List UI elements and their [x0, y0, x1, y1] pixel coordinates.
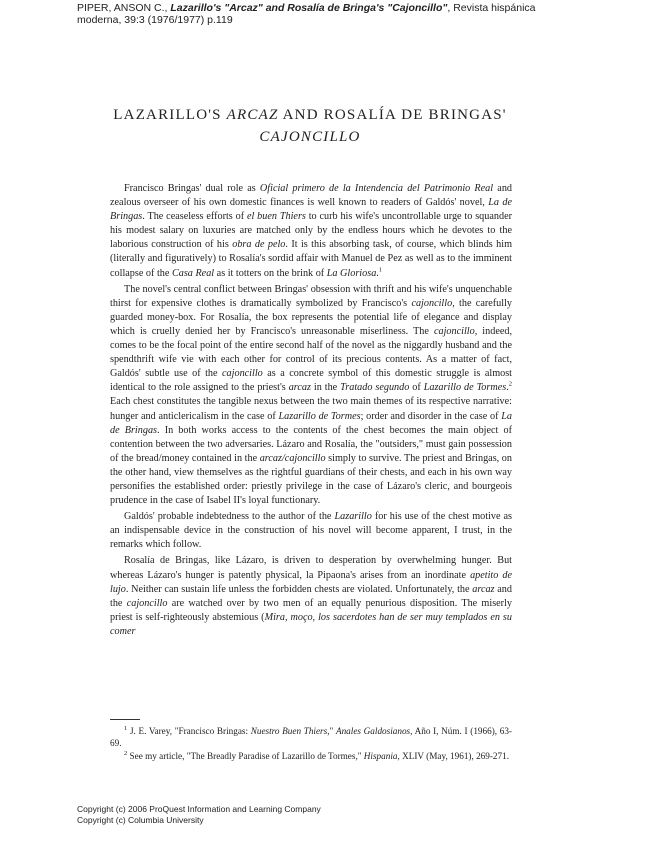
citation-header: [77, 2, 637, 26]
footnote-divider: [110, 719, 140, 720]
copyright-notice: [77, 804, 477, 825]
citation-volume: moderna, 39:3 (1976/1977) p.119: [77, 14, 233, 26]
paragraph-3: Galdós' probable indebtedness to the author of the Lazarillo for his use of the chest motive as an indispensable device in the construction of his novel will become apparent, I trust, in the remarks which follow.: [110, 511, 513, 551]
paragraph-1: Francisco Bringas' dual role as Oficial primero de la Intendencia del Patrimonio Real and zealous overseer of his own domestic finances is well known to readers of Galdós' novel, La de Bringas. The ceaseless efforts of el buen Thiers to curb his wife's uncontrollable urge to squander his modest salary on luxuries are matched only by the endless hours which he devotes to the laborious construction of his obra de pelo. It is this absorbing task, of course, which blinds him (literally and figuratively) to Rosalía's sordid affair with Manuel de Pez as well as to the imminent collapse of the Casa Real as it totters on the brink of La Gloriosa.$^1$: [110, 183, 513, 279]
article-body: [110, 182, 512, 641]
footnote-2: $^2$ See my article, "The Breadly Paradise of Lazarillo de Tormes," Hispania, XLIV (May, 1961), 269-271.: [124, 749, 510, 761]
footnote-ref-1: 1: [378, 266, 383, 274]
footnote-1: $^1$ J. E. Varey, "Francisco Bringas: Nuestro Buen Thiers," Anales Galdosianos, Año I, Núm. I (1966), 63-69.: [110, 724, 512, 748]
footnotes: [110, 725, 512, 763]
footnote-ref-2: 2: [508, 380, 512, 388]
copyright-line-2: Copyright (c) Columbia University: [77, 814, 204, 825]
citation-author: PIPER, ANSON C.,: [77, 2, 168, 14]
paragraph-4: Rosalía de Bringas, like Lázaro, is driven to desperation by overwhelming hunger. But whereas Lázaro's hunger is patently physical, la Pipaona's arises from an inordinate apetito de lujo. Neither can sustain life unless the forbidden chests are violated. Unfortunately, the arcaz and the cajoncillo are watched over by two men of an equally penurious disposition. The miserly priest is self-righteously abstemious (Mira, moço, los sacerdotes han de ser muy templados en su comer: [110, 555, 512, 637]
copyright-line-1: Copyright (c) 2006 ProQuest Information and Learning Company: [77, 804, 321, 814]
article-title: LAZARILLO'S ARCAZ AND ROSALÍA DE BRINGAS' CAJONCILLO: [113, 107, 507, 145]
citation-article-title: Lazarillo's "Arcaz" and Rosalía de Bringa's "Cajoncillo": [170, 2, 448, 14]
paragraph-2: The novel's central conflict between Bringas' obsession with thrift and his wife's unquenchable thirst for expensive clothes is dramatically symbolized by Francisco's cajoncillo, the carefully guarded money-box. For Rosalía, the box represents the potential life of elegance and display which is cruelly denied her by Francisco's unreasonable miserliness. The cajoncillo, indeed, comes to be the focal point of the entire second half of the novel as the niggardly husband and the spendthrift wife vie with each other for control of its precious contents. As a matter of fact, Galdós' subtle use of the cajoncillo as a concrete symbol of this domestic struggle is almost identical to the role assigned to the priest's arcaz in the Tratado segundo of Lazarillo de Tormes.$^2$ Each chest constitutes the tangible nexus between the two main themes of its respective narrative: hunger and anticlericalism in the case of Lazarillo de Tormes; order and disorder in the case of La de Bringas. In both works access to the contents of the chest becomes the main object of contention between the two adversaries. Lázaro and Rosalía, the "outsiders," must gain possession of the bread/money contained in the arcaz/cajoncillo simply to survive. The priest and Bringas, on the other hand, view themselves as the rightful guardians of their chests, and each in his own way personifies the established order: priestly privilege in the case of Lázaro's cleric, and bourgeois prudence in the case of Isabel II's loyal functionary.: [110, 283, 513, 507]
citation-journal: , Revista hispánica: [447, 2, 536, 14]
